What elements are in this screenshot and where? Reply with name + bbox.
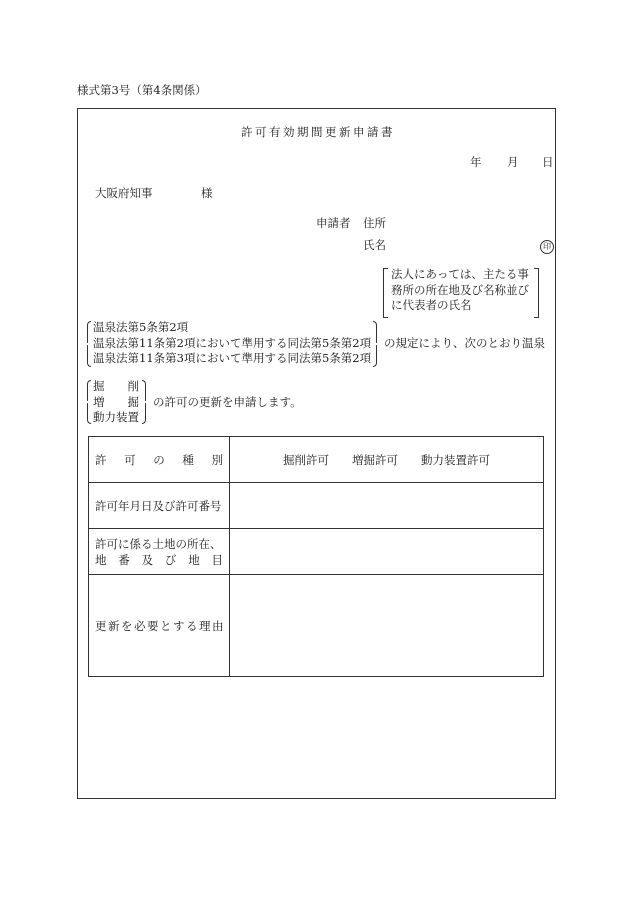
applicant-address-label: 住所 — [363, 216, 386, 230]
label-char: 別 — [211, 452, 223, 467]
law-option: 温泉法第11条第2項において準用する同法第5条第2項 — [93, 335, 372, 350]
permit-date-label: 許可年月日及び許可番号 — [89, 483, 230, 529]
law-options-brace-right — [373, 321, 379, 367]
law-options — [93, 320, 371, 367]
label-char: 番 — [118, 552, 130, 567]
renewal-reason-value[interactable] — [230, 575, 544, 677]
land-location-label — [89, 529, 230, 575]
addressee-honorific: 様 — [201, 186, 213, 200]
law-suffix: の規定により、次のとおり温泉 — [384, 336, 545, 350]
date-day: 日 — [542, 155, 554, 169]
corporate-note-line: 法人にあっては、主たる事 — [391, 267, 529, 281]
work-options-brace-right — [142, 380, 148, 424]
corporate-note-line: に代表者の氏名 — [391, 298, 472, 312]
work-option: 増 掘 — [93, 394, 139, 409]
work-options — [93, 379, 139, 426]
form-title: 許可有効期間更新申請書 — [241, 125, 395, 139]
label-char: 目 — [211, 552, 223, 567]
permit-type-value[interactable]: 掘削許可 増掘許可 動力装置許可 — [230, 437, 544, 483]
corporate-note-bracket-left — [383, 268, 388, 318]
label-char: 種 — [182, 452, 194, 467]
label-char: 許 — [95, 452, 107, 467]
land-location-value[interactable] — [230, 529, 544, 575]
permit-date-value[interactable] — [230, 483, 544, 529]
label-char: の — [153, 452, 165, 467]
permit-table — [88, 436, 544, 677]
land-location-label-line1: 許可に係る土地の所在、 — [95, 536, 222, 551]
date-year: 年 — [470, 155, 482, 169]
label-char: 可 — [124, 452, 136, 467]
law-option: 温泉法第5条第2項 — [93, 320, 189, 334]
table-row-permit-date — [89, 483, 544, 529]
work-suffix: の許可の更新を申請します。 — [153, 395, 302, 409]
land-location-label-line2 — [95, 552, 229, 568]
table-row-renewal-reason — [89, 575, 544, 677]
corporate-note — [391, 267, 529, 314]
table-row-land-location — [89, 529, 544, 575]
permit-type-label — [89, 437, 230, 483]
applicant-label: 申請者 — [316, 216, 351, 230]
work-options-brace-left — [85, 380, 91, 424]
seal-mark: 印 — [540, 240, 554, 254]
form-number: 様式第3号（第4条関係） — [77, 83, 207, 97]
date-month: 月 — [507, 155, 519, 169]
work-option: 掘 削 — [93, 379, 139, 393]
label-char: 及 — [141, 552, 154, 567]
table-row-permit-type — [89, 437, 544, 483]
law-option: 温泉法第11条第3項において準用する同法第5条第2項 — [93, 351, 372, 365]
label-char: 地 — [95, 552, 107, 567]
corporate-note-line: 務所の所在地及び名称並び — [391, 282, 529, 297]
label-char: び — [164, 552, 177, 567]
corporate-note-bracket-right — [534, 268, 539, 318]
label-char: 地 — [188, 552, 200, 567]
law-options-brace-left — [85, 321, 91, 367]
renewal-reason-label: 更新を必要とする理由 — [89, 575, 230, 677]
applicant-name-label: 氏名 — [363, 238, 386, 252]
addressee-name: 大阪府知事 — [95, 186, 153, 200]
work-option: 動力装置 — [93, 410, 139, 424]
